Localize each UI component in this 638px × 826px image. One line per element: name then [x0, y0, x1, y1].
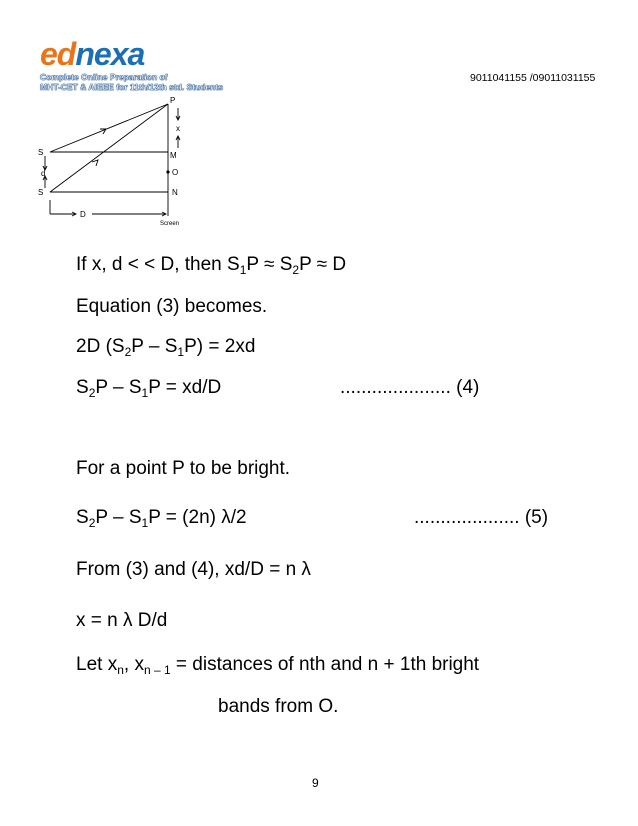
brand-nexa: nexa [75, 36, 145, 72]
equation-number-5: .................... (5) [414, 507, 549, 528]
label-screen: Screen [160, 221, 180, 227]
label-d: d [41, 169, 46, 178]
brand-ed: ed [40, 36, 76, 72]
line-approximation: If x, d < < D, then $S_1P \approx S_2P \approx D$ [76, 254, 347, 277]
ray-s1-to-p [50, 104, 168, 152]
label-x: x [176, 124, 180, 133]
line-equation-becomes: Equation (3) becomes. [76, 296, 268, 317]
young-double-slit-diagram [36, 96, 196, 228]
label-n: N [172, 188, 178, 197]
label-o: O [172, 168, 179, 177]
tagline-1: Complete Online Preparation of [40, 72, 168, 82]
line-x-formula: x = n λ D/d [76, 610, 168, 631]
arrowhead-2 [92, 160, 98, 166]
diagram-svg [36, 96, 196, 228]
line-bands-from-o: bands from O. [218, 696, 339, 717]
phone-numbers: 9011041155 /09011031155 [470, 72, 596, 84]
line-path-difference: $S_2P - S_1P = xd/D$ [76, 377, 222, 400]
ray-s2-to-p [50, 104, 168, 192]
equation-number-4: ..................... (4) [340, 377, 480, 398]
line-bright-equation: $S_2P - S_1P = (2n)$ λ/2 [76, 507, 247, 530]
label-s2: S [38, 188, 44, 197]
line-2d-expression: 2D $(S_2P - S_1P) = 2xd$ [76, 336, 256, 359]
label-s1: S [38, 148, 44, 157]
label-big-d: D [80, 210, 86, 219]
line-bright-condition: For a point P to be bright. [76, 458, 291, 479]
center-point-o [166, 170, 169, 173]
tagline-2: MHT-CET & AIEEE for 11th/12th std. Students [40, 82, 223, 92]
label-p: P [170, 96, 176, 105]
ednexa-logo [40, 36, 240, 92]
page-number: 9 [312, 776, 319, 790]
line-from-3-and-4: From (3) and (4), xd/D = n λ [76, 559, 311, 580]
label-m: M [170, 151, 177, 160]
brand-name [40, 36, 144, 72]
line-let-xn: Let $x_n$, $x_{n - 1}$ = distances of nth and n + 1th bright [76, 654, 480, 677]
